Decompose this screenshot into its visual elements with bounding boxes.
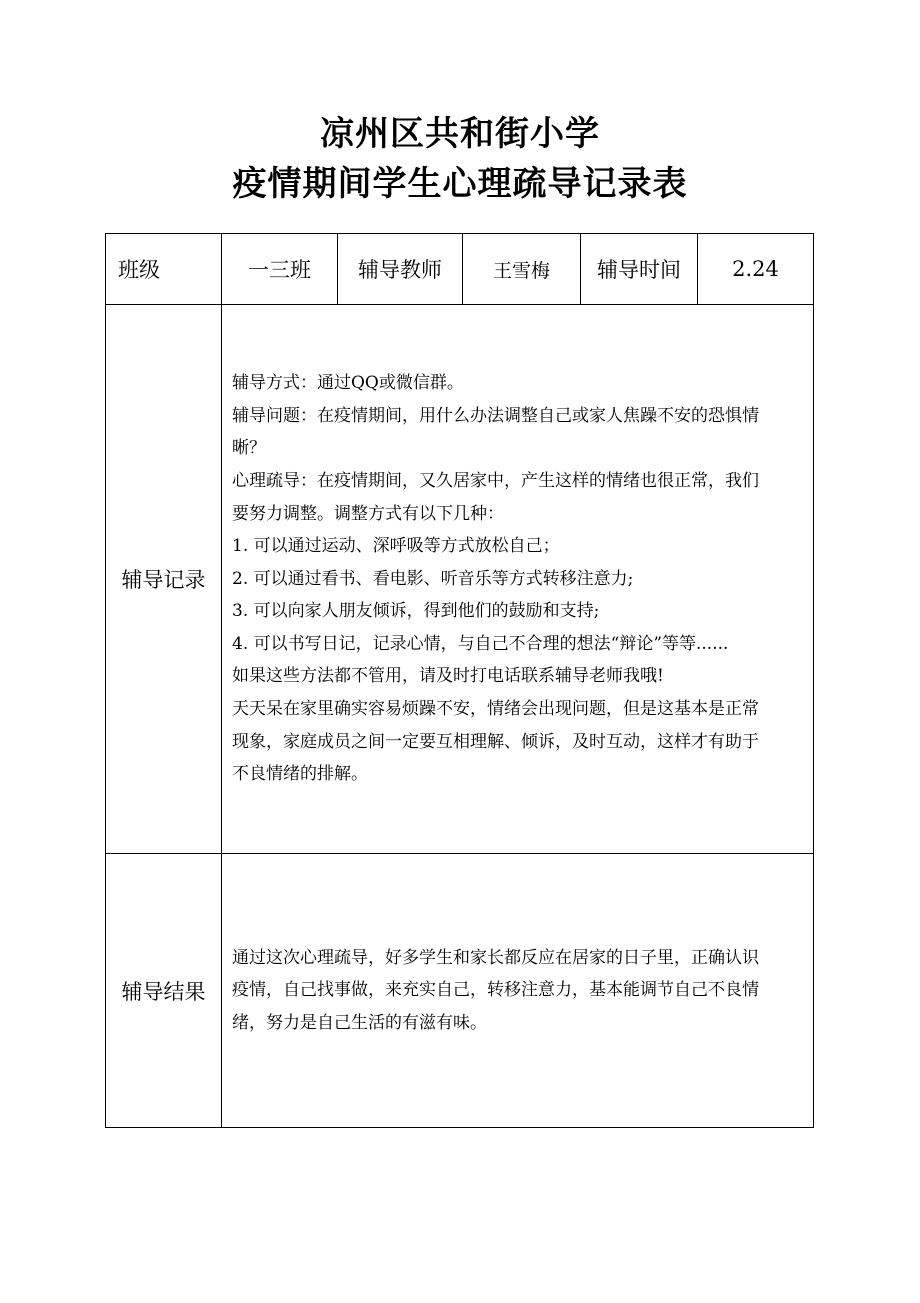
record-line: 辅导问题：在疫情期间，用什么办法调整自己或家人焦躁不安的恐惧情 bbox=[232, 405, 759, 426]
time-label: 辅导时间 bbox=[580, 233, 698, 305]
result-line: 疫情，自己找事做，来充实自己，转移注意力，基本能调节自己不良情 bbox=[232, 980, 759, 1001]
result-line: 通过这次心理疏导，好多学生和家长都反应在居家的日子里，正确认识 bbox=[232, 947, 759, 968]
teacher-value: 王雪梅 bbox=[462, 233, 581, 305]
record-line: 要努力调整。调整方式有以下几种： bbox=[232, 503, 504, 524]
record-label: 辅导记录 bbox=[105, 304, 222, 854]
school-title: 凉州区共和街小学 bbox=[320, 114, 600, 154]
record-line: 现象，家庭成员之间一定要互相理解、倾诉，及时互动，这样才有助于 bbox=[232, 731, 759, 752]
record-line: 2. 可以通过看书、看电影、听音乐等方式转移注意力; bbox=[232, 568, 634, 589]
record-line: 天天呆在家里确实容易烦躁不安，情绪会出现问题，但是这基本是正常 bbox=[232, 699, 759, 720]
class-label: 班级 bbox=[105, 233, 222, 305]
class-value: 一三班 bbox=[221, 233, 338, 305]
record-line: 4. 可以书写日记，记录心情，与自己不合理的想法“辩论”等等...... bbox=[232, 633, 729, 654]
record-line: 辅导方式：通过QQ或微信群。 bbox=[232, 373, 464, 394]
result-label: 辅导结果 bbox=[105, 853, 222, 1128]
record-line: 3. 可以向家人朋友倾诉，得到他们的鼓励和支持; bbox=[232, 601, 600, 622]
result-line: 绪，努力是自己生活的有滋有味。 bbox=[232, 1012, 487, 1033]
record-line: 不良情绪的排解。 bbox=[232, 764, 368, 785]
teacher-label: 辅导教师 bbox=[337, 233, 463, 305]
record-line: 晰？ bbox=[232, 438, 266, 459]
result-content bbox=[221, 853, 814, 1128]
time-value: 2.24 bbox=[697, 233, 814, 305]
record-content bbox=[221, 304, 814, 854]
record-line: 如果这些方法都不管用，请及时打电话联系辅导老师我哦! bbox=[232, 666, 664, 687]
record-line: 心理疏导：在疫情期间，又久居家中，产生这样的情绪也很正常，我们 bbox=[232, 470, 759, 491]
form-title: 疫情期间学生心理疏导记录表 bbox=[232, 164, 688, 204]
record-line: 1. 可以通过运动、深呼吸等方式放松自己； bbox=[232, 536, 560, 557]
